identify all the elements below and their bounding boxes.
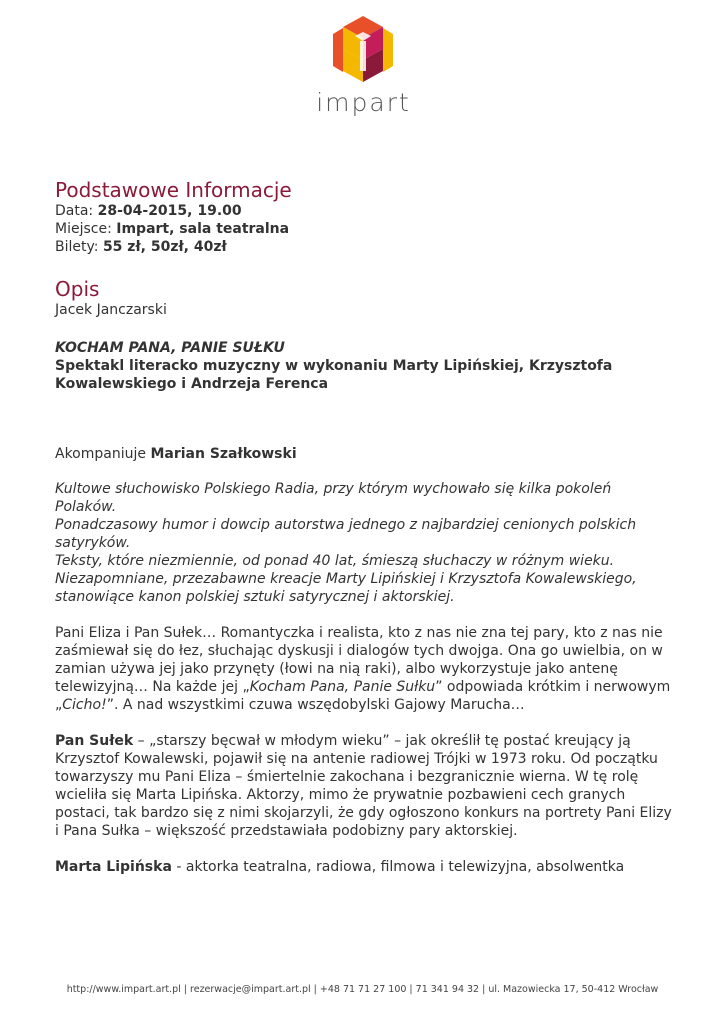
pan-sulek-name: Pan Sułek — [55, 733, 134, 749]
impart-logo — [311, 14, 416, 119]
story-text-e: ”. A nad wszystkimi czuwa wszędobylski Gajowy Marucha… — [106, 697, 525, 713]
brand-name: impart — [316, 88, 411, 117]
date-line — [55, 202, 675, 220]
author-name: Jacek Janczarski — [55, 302, 167, 318]
marta-paragraph — [55, 858, 675, 876]
marta-name: Marta Lipińska — [55, 859, 172, 875]
pan-sulek-paragraph — [55, 732, 675, 840]
story-text-a: Pani Eliza i Pan Sułek… Romantyczka i realista, kto z nas nie zna tej pary, kto z nas nie zaśmiewał się do łez, słuchając dyskusji i dialogów tych dwojga. Ona go uwielbia, on w zamian używa jej jako przynęty (łowi na nią raki), albo wykorzystuje jako antenę telewizyjną… Na każde jej „ — [55, 625, 663, 695]
place-label: Miejsce: — [55, 221, 112, 237]
intro-line: Niezapomniane, przezabawne kreacje Marty Lipińskiej i Krzysztofa Kowalewskiego, stanowiące kanon polskiej sztuki satyrycznej i aktorskiej. — [55, 571, 637, 605]
basic-info-heading: Podstawowe Informacje — [55, 178, 292, 202]
impart-logo-icon — [311, 14, 416, 86]
intro-line: Ponadczasowy humor i dowcip autorstwa jednego z najbardziej cenionych polskich satyryków. — [55, 517, 637, 551]
story-text-c: ” odpowiada krótkim i nerwowym „ — [55, 679, 671, 713]
tickets-line — [55, 238, 675, 256]
marta-text: - aktorka teatralna, radiowa, filmowa i telewizyjna, absolwentka — [171, 859, 625, 875]
tickets-value: 55 zł, 50zł, 40zł — [102, 239, 227, 255]
story-quote-2: Cicho! — [62, 697, 107, 713]
pan-sulek-text: – „starszy bęcwał w młodym wieku” – jak określił tę postać kreujący ją Krzysztof Kowalewski, pojawił się na antenie radiowej Trójki w 1973 roku. Od początku towarzyszy mu Pani Eliza – śmiertelnie zakochana i bezgranicznie wierna. W tę rolę wcieliła się Marta Lipińska. Aktorzy, mimo że prywatnie pozbawieni cech granych postaci, tak bardzo się z nimi skojarzyli, że gdy ogłoszono konkurs na portrety Pani Elizy i Pana Sułka – większość przedstawiała podobizny pary aktorskiej. — [55, 733, 672, 839]
accompaniment-label: Akompaniuje — [55, 446, 146, 462]
tickets-label: Bilety: — [55, 239, 99, 255]
accompaniment-line — [55, 445, 675, 463]
date-label: Data: — [55, 203, 94, 219]
date-value: 28-04-2015, 19.00 — [97, 203, 242, 219]
story-paragraph — [55, 624, 675, 714]
intro-line: Kultowe słuchowisko Polskiego Radia, przy którym wychowało się kilka pokoleń Polaków. — [55, 481, 612, 515]
description-heading: Opis — [55, 277, 100, 301]
show-title: KOCHAM PANA, PANIE SUŁKU — [55, 340, 285, 356]
place-value: Impart, sala teatralna — [116, 221, 290, 237]
intro-line: Teksty, które niezmiennie, od ponad 40 lat, śmieszą słuchaczy w różnym wieku. — [55, 553, 615, 569]
story-quote-1: Kocham Pana, Panie Sułku — [249, 679, 436, 695]
accompaniment-name: Marian Szałkowski — [150, 446, 297, 462]
main-content — [55, 178, 675, 876]
place-line — [55, 220, 675, 238]
italic-intro — [55, 480, 675, 606]
page-footer: http://www.impart.art.pl | rezerwacje@impart.art.pl | +48 71 71 27 100 | 71 341 94 32 | ul. Mazowiecka 17, 50-412 Wrocław — [66, 984, 659, 995]
show-subtitle: Spektakl literacko muzyczny w wykonaniu Marty Lipińskiej, Krzysztofa Kowalewskiego i Andrzeja Ferenca — [55, 358, 613, 392]
